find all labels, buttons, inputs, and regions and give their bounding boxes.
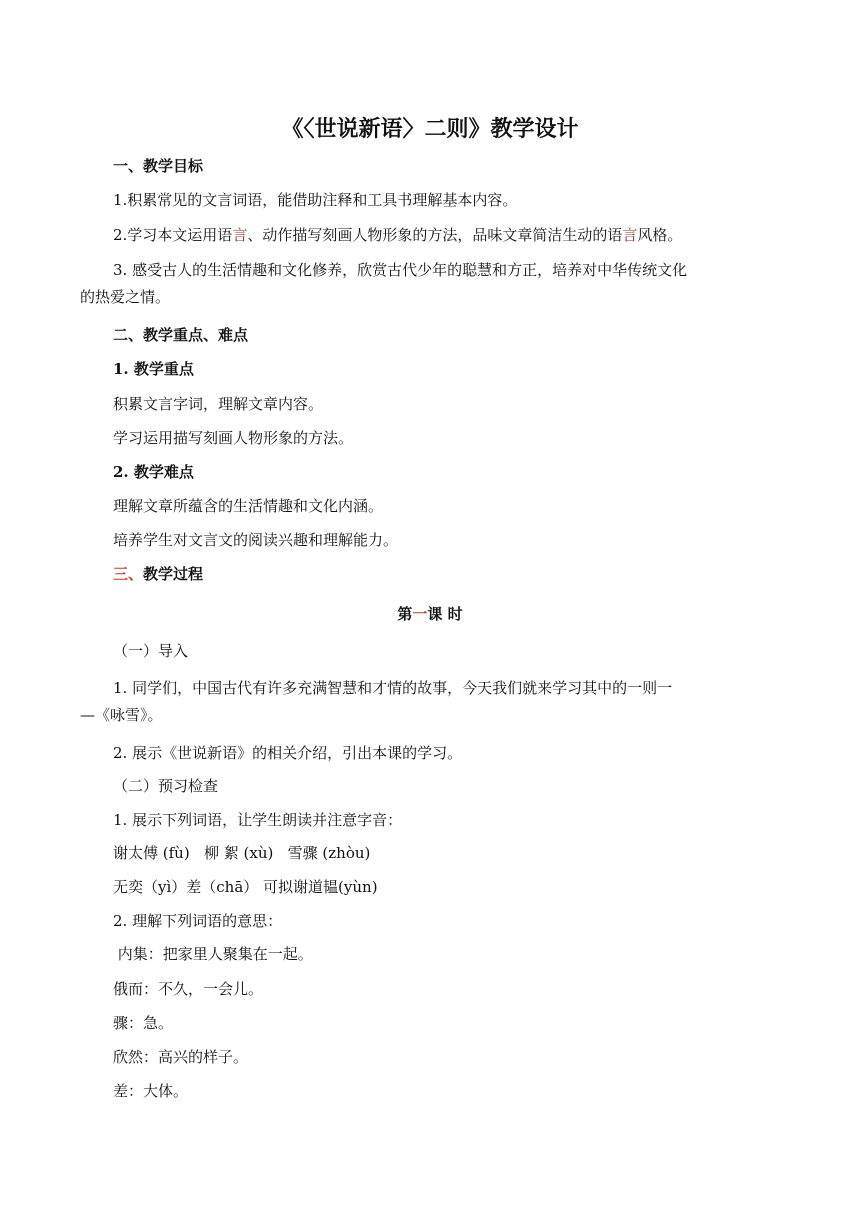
intro-item-2: 2. 展示《世说新语》的相关介绍，引出本课的学习。: [113, 744, 463, 762]
preview-item-1: 1. 展示下列词语，让学生朗读并注意字音：: [113, 811, 403, 829]
goal-2-part-e: 风格。: [637, 226, 683, 244]
subheading-intro: （一）导入: [113, 642, 189, 660]
lesson-title-c: 课 时: [427, 605, 463, 623]
subheading-key: 1. 教学重点: [113, 360, 194, 378]
lesson-title: [0, 603, 860, 625]
process-heading-text: 教学过程: [143, 565, 204, 583]
subheading-preview: （二）预习检查: [113, 777, 219, 795]
goal-item-1: 1.积累常见的文言词语，能借助注释和工具书理解基本内容。: [113, 191, 518, 209]
difficulty-item-1: 理解文章所蕴含的生活情趣和文化内涵。: [113, 497, 384, 515]
intro-item-1-line-1: 1. 同学们，中国古代有许多充满智慧和才情的故事，今天我们就来学习其中的一则一: [113, 679, 673, 697]
preview-item-2: 2. 理解下列词语的意思：: [113, 912, 283, 930]
section-heading-goals: 一、教学目标: [113, 157, 204, 175]
section-heading-keypoints: 二、教学重点、难点: [113, 326, 249, 344]
difficulty-item-2: 培养学生对文言文的阅读兴趣和理解能力。: [113, 531, 399, 549]
key-item-1: 积累文言字词，理解文章内容。: [113, 395, 324, 413]
goal-2-part-d: 言: [622, 226, 638, 244]
definition-1: 内集：把家里人聚集在一起。: [113, 945, 313, 963]
goal-item-2: [113, 224, 780, 246]
subheading-difficulty: 2. 教学难点: [113, 463, 194, 481]
goal-2-part-a: 2.学习本文运用语: [113, 226, 233, 244]
goal-item-3-line-2: 的热爱之情。: [80, 288, 171, 306]
goal-item-3-line-1: 3. 感受古人的生活情趣和文化修养，欣赏古代少年的聪慧和方正，培养对中华传统文化: [113, 261, 688, 279]
definition-4: 欣然：高兴的样子。: [113, 1048, 249, 1066]
pronunciation-line-2: 无奕（yì）差（chā） 可拟谢道韫(yùn): [113, 878, 378, 896]
document-title: 《〈世说新语〉二则》教学设计: [281, 117, 579, 142]
process-heading-number: 三、: [113, 565, 144, 583]
intro-item-1-line-2: —《咏雪》。: [80, 706, 163, 724]
definition-5: 差：大体。: [113, 1082, 189, 1100]
definition-2: 俄而：不久，一会儿。: [113, 980, 264, 998]
pronunciation-line-1: 谢太傅 (fù) 柳 絮 (xù) 雪骤 (zhòu): [113, 844, 371, 862]
goal-2-part-b: 言: [232, 226, 248, 244]
lesson-title-b: 一: [412, 605, 428, 623]
key-item-2: 学习运用描写刻画人物形象的方法。: [113, 429, 354, 447]
lesson-title-a: 第: [397, 605, 413, 623]
goal-2-part-c: 、动作描写刻画人物形象的方法，品味文章简洁生动的语: [247, 226, 623, 244]
section-heading-process: [113, 563, 780, 585]
definition-3: 骤：急。: [113, 1014, 174, 1032]
